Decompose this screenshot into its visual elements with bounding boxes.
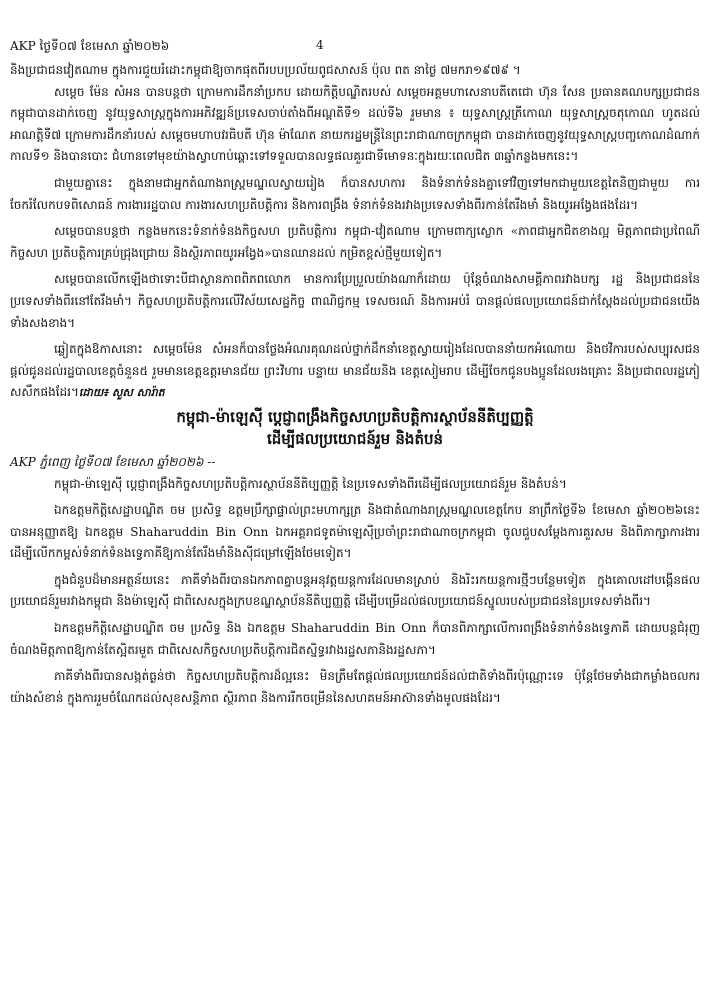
article2-headline xyxy=(10,406,700,450)
article2-headline-line1: កម្ពុជា-ម៉ាឡេស៊ី ប្តេជ្ញាពង្រឹងកិច្ចសហប្រតិបត្តិការស្ថាប័ននីតិប្បញ្ញត្តិ xyxy=(176,407,534,426)
article1-paragraph-continued: និងប្រជាជនវៀតណាម ក្នុងការជួយរំដោះកម្ពុជាឱ្យចាកផុតពីរបបប្រល័យពូជសាសន៍ ប៉ុល ពត នាថ្ងៃ ៧មករា១៩៧៩ ។ xyxy=(10,63,521,77)
article1-paragraph: សម្ដេច ម៉ែន សំអន បានបន្តថា ក្រោមការដឹកនាំប្រកប ដោយកិត្តិបណ្ឌិតរបស់ សម្ដេចអគ្គមហាសេនាបតីតេជោ ហ៊ុន សែន ប្រធានគណបក្សប្រជាជនកម្ពុជាបានដាក់ចេញ នូវយុទ្ធសាស្ត្រក្នុងការអភិវឌ្ឍន៍ប្រទេសចាប់តាំងពីអណ្ដតិទី១ ដល់ទី៦ រួមមាន ៖ យុទ្ធសាស្ត្រត្រីកោណ យុទ្ធសាស្ត្រចតុកោណ ហូតដល់ អាណត្តិទី៧ ក្រោមការដឹកនាំរបស់ សម្ដេចមហាបវរធិបតី ហ៊ុន ម៉ាណែត នាយករដ្ឋមន្ត្រីនៃព្រះរាជាណាចក្រកម្ពុជា បានដាក់ចេញនូវយុទ្ធសាស្ត្របញ្ចកោណដំណាក់កាលទី១ និងបានបោះ ជំហានទៅមុខយ៉ាងស្វាហាប់ឆ្ពោះទៅទទួលបានលទ្ធផលគួរជាទីមោទនៈក្នុងរយៈពេលជិត ៣ឆ្នាំកន្លងមកនេះ។ xyxy=(10,84,700,164)
article1-paragraph-text: ឆ្លៀតក្នុងឱកាសនោះ សម្ដេចម៉ែន សំអនក៏បានថ្លែងអំណរគុណដល់ថ្នាក់ដឹកនាំខេត្តស្វាយរៀងដែលបាននាំយកអំណោយ និងថវិការបស់សប្បុរសជនផ្ដល់ជូនដល់រដ្ឋបាលខេត្តចំនួន៥ រួមមានខេត្តឧត្តរមានជ័យ ព្រះវិហារ បន្ទាយ មានជ័យនិង ខេត្តសៀមរាប ដើម្បីចែកជូនបងប្អូនដែលរងគ្រោះ និងប្រជាពលរដ្ឋភៀសសឹកផងដែរ។ xyxy=(10,342,700,400)
article1-paragraph-last xyxy=(10,339,700,404)
article1-paragraph: ជាមួយគ្នានេះ ក្នុងនាមជាអ្នកតំណាងរាស្ត្រមណ្ឌលស្វាយរៀង ក៏បានសហការ និងទំនាក់ទំនងគ្នាទៅវិញទៅមកជាមួយខេត្តតៃនិញជាមួយ ការចែករំលែកបទពិសោធន៍ ការងាររដ្ឋបាល ការងារសហប្រតិបត្តិការ និងការពង្រឹង ទំនាក់ទំនងរវាងប្រទេសទាំងពីរកាន់តែរឹងមាំ និងយូរអង្វែងផងដែរ។ xyxy=(10,175,700,212)
article1-paragraph: សម្ដេចបានលើកឡើងថាទោះបីជាស្ថានភាពពិភពលោក មានការប្រែប្រួលយ៉ាងណាក៏ដោយ ប៉ុន្តែចំណងសាមគ្គីភាពរវាងបក្ស រដ្ឋ និងប្រជាជននៃប្រទេសទាំងពីរនៅតែរឹងមាំ។ កិច្ចសហប្រតិបត្តិការលើវិស័យសេដ្ឋកិច្ច ពាណិជ្ជកម្ម ទេសចរណ៍ និងការអប់រំ បានផ្តល់ផលប្រយោជន៍ជាក់ស្តែងដល់ប្រជាជនយើងទាំងសងខាង។ xyxy=(10,272,700,330)
article2-headline-line2: ដើម្បីផលប្រយោជន៍រួម និងតំបន់ xyxy=(266,429,444,448)
article2-paragraph: ក្នុងជំនួបដ៏មានអត្ថន័យនេះ ភាគីទាំងពីរបានឯកភាពគ្នាបន្តអនុវត្តយន្តការដែលមានស្រាប់ និងរិះរកយន្តការថ្មីៗបន្ថែមទៀត ក្នុងគោលដៅបង្កើនផលប្រយោជន៍រួមរវាងកម្ពុជា និងម៉ាឡេស៊ី ជាពិសេសក្នុងក្របខណ្ឌស្ថាប័ននីតិប្បញ្ញត្តិ ដើម្បីបម្រើដល់ផលប្រយោជន៍ស្នូលរបស់ប្រជាជននៃប្រទេសទាំងពីរ។ xyxy=(10,572,700,609)
source-dateline: AKP ថ្ងៃទី០៧ ខែមេសា ឆ្នាំ២០២៦ xyxy=(10,39,170,53)
article2-dateline: AKP ភ្នំពេញ ថ្ងៃទី០៧ ខែមេសា ឆ្នាំ២០២៦ -- xyxy=(10,454,216,469)
article2-paragraph: កម្ពុជា-ម៉ាឡេស៊ី ប្តេជ្ញាពង្រឹងកិច្ចសហប្រតិបត្តិការស្ថាប័ននីតិប្បញ្ញត្តិ នៃប្រទេសទាំងពីរដើម្បីផលប្រយោជន៍រួម និងតំបន់។ xyxy=(54,476,567,491)
article2-paragraph: ឯកឧត្តមកិត្តិសេដ្ឋាបណ្ឌិត ចម ប្រសិទ្ធ និង ឯកឧត្តម Shaharuddin Bin Onn ក៏បានពិភាក្សាលើការពង្រឹងទំនាក់ទំនងទ្វេភាគី ដោយបន្តជំរុញចំណងមិត្តភាពឱ្យកាន់តែស្អិតរមួត ជាពិសេសកិច្ចសហប្រតិបត្តិការជិតស្និទ្ធរវាងរដ្ឋសភានិងរដ្ឋសភា។ xyxy=(10,621,700,657)
article-body xyxy=(10,60,700,709)
article2-paragraph: ភាគីទាំងពីរបានសង្កត់ធ្ងន់ថា កិច្ចសហប្រតិបត្តិការដ៏ល្អនេះ មិនត្រឹមតែផ្តល់ផលប្រយោជន៍ដល់ជាតិទាំងពីរប៉ុណ្ណោះទេ ប៉ុន្តែថែមទាំងជាកម្លាំងចលករយ៉ាងសំខាន់ ក្នុងការរួមចំណែកដល់សុខសន្តិភាព ស្ថិរភាព និងការរីកចម្រើននៃសហគមន៍អាស៊ានទាំងមូលផងដែរ។ xyxy=(10,669,700,705)
article2-paragraph: ឯកឧត្តមកិត្តិសេដ្ឋាបណ្ឌិត ចម ប្រសិទ្ធ ឧត្តមប្រឹក្សាផ្ទាល់ព្រះមហាក្សត្រ និងជាតំណាងរាស្ត្រមណ្ឌលខេត្តកែប នាព្រឹកថ្ងៃទី៦ ខែមេសា ឆ្នាំ២០២៦នេះ បានអនុញ្ញាតឱ្យ ឯកឧត្តម Shaharuddin Bin Onn ឯកអគ្គរាជទូតម៉ាឡេស៊ីប្រចាំព្រះរាជាណាចក្រកម្ពុជា ចូលជួបសម្ដែងការគួរសម និងពិភាក្សាការងារ ដើម្បីលើកកម្ពស់ទំនាក់ទំនងទ្វេភាគីឱ្យកាន់តែរឹងមាំនិងស៊ីជម្រៅឡើងថែមទៀត។ xyxy=(10,503,700,561)
article1-byline: ដោយ៖ សួស សារ៉ាត xyxy=(78,386,165,400)
page-header xyxy=(10,38,700,56)
article1-paragraph: សម្ដេចបានបន្តថា កន្លងមកនេះទំនាក់ទំនងកិច្ចសហ ប្រតិបត្តិការ កម្ពុជា-វៀតណាម ក្រោមពាក្យស្លោក «ភាពជាអ្នកជិតខាងល្អ មិត្តភាពជាប្រពៃណី កិច្ចសហ ប្រតិបត្តិការគ្រប់ជ្រុងជ្រោយ និងស្ថិរភាពយូរអង្វែង»បានឈានដល់ កម្រិតខ្ពស់ថ្មីមួយទៀត។ xyxy=(10,224,700,260)
page-number: 4 xyxy=(316,38,324,52)
